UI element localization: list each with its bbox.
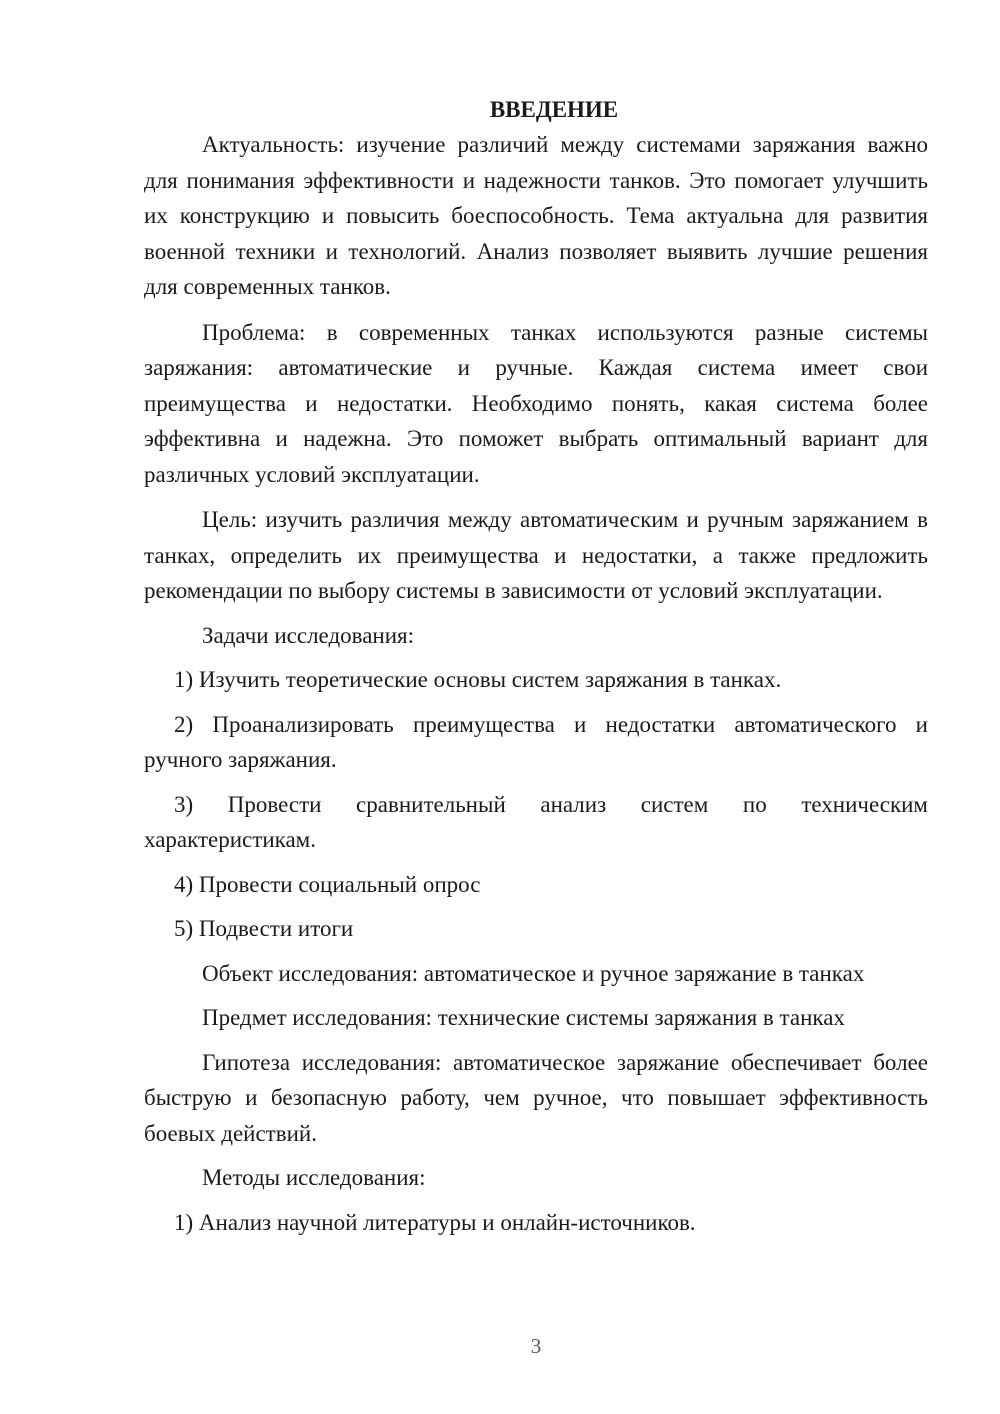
tasks-heading: Задачи исследования: xyxy=(202,622,415,648)
task-item: 2) Проанализировать преимущества и недостатки автоматического и ручного заряжания. xyxy=(144,711,928,772)
subject-paragraph: Предмет исследования: технические системы заряжания в танках xyxy=(202,1005,845,1030)
task-item: 1) Изучить теоретические основы систем заряжания в танках. xyxy=(174,667,782,692)
hypothesis-paragraph: Гипотеза исследования: автоматическое заряжание обеспечивает более быструю и безопасную работу, чем ручное, что повышает эффективность боевых действий. xyxy=(144,1049,928,1146)
method-item: 1) Анализ научной литературы и онлайн-источников. xyxy=(174,1209,696,1235)
task-item: 3) Провести сравнительный анализ систем по техническим характеристикам. xyxy=(144,791,928,852)
task-item: 5) Подвести итоги xyxy=(174,916,354,941)
goal-paragraph: Цель: изучить различия между автоматическим и ручным заряжанием в танках, определить их преимущества и недостатки, а также предложить рекомендации по выбору системы в зависимости от условий эксплуатации. xyxy=(144,507,928,603)
page-number: 3 xyxy=(530,1334,542,1358)
page-content xyxy=(144,92,928,1240)
object-paragraph: Объект исследования: автоматическое и ручное заряжание в танках xyxy=(202,960,865,986)
methods-heading: Методы исследования: xyxy=(202,1165,426,1190)
problem-paragraph: Проблема: в современных танках используются разные системы заряжания: автоматические и ручные. Каждая система имеет свои преимущества и недостатки. Необходимо понять, какая система более эффективна и надежна. Это поможет выбрать оптимальный вариант для различных условий эксплуатации. xyxy=(144,319,928,487)
page-title: ВВЕДЕНИЕ xyxy=(489,97,619,122)
relevance-paragraph: Актуальность: изучение различий между системами заряжания важно для понимания эффективности и надежности танков. Это помогает улучшить их конструкцию и повысить боеспособность. Тема актуальна для развития военной техники и технологий. Анализ позволяет выявить лучшие решения для современных танков. xyxy=(144,132,928,299)
task-item: 4) Провести социальный опрос xyxy=(174,871,481,897)
